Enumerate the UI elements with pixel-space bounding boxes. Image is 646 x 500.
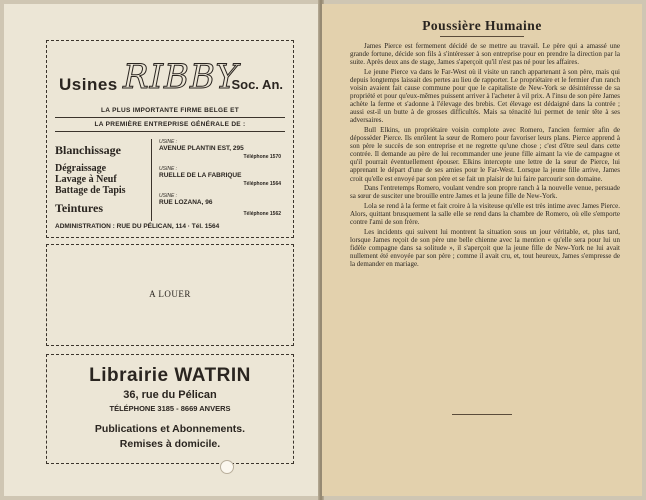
a-louer-text: A LOUER bbox=[149, 289, 191, 299]
usine-phone-2: Téléphone 1564 bbox=[243, 181, 281, 187]
article-body bbox=[350, 42, 620, 270]
usine-address-1: AVENUE PLANTIN EST, 295 bbox=[159, 145, 244, 152]
usine-address-2: RUELLE DE LA FABRIQUE bbox=[159, 172, 242, 179]
watrin-phone: TÉLÉPHONE 3185 - 8669 ANVERS bbox=[109, 404, 231, 413]
administration-line: ADMINISTRATION : RUE DU PÉLICAN, 114 · Tél. 1564 bbox=[55, 223, 220, 230]
usine-label-1: USINE : bbox=[159, 139, 178, 145]
usines-label: Usines bbox=[59, 75, 118, 94]
service-degraissage: Dégraissage bbox=[55, 163, 107, 174]
usine-address-3: RUE LOZANA, 96 bbox=[159, 199, 213, 206]
paragraph: Dans l'entretemps Romero, voulant vendre son propre ranch à la nouvelle venue, persuade sa sœur de susciter une brouille entre James et la jeune fille de New-York. bbox=[350, 184, 620, 201]
watrin-advertisement bbox=[46, 354, 294, 464]
paragraph: James Pierce est fermement décidé de se mettre au travail. Le père qui a amassé une grande fortune, décide son fils à s'intéresser à son entreprise pour en prendre la direction par la suite. Après deux ans de stage, James s'aperçoit qu'il n'est pas né pour les affaires. bbox=[350, 42, 620, 67]
article-title: Poussière Humaine bbox=[422, 18, 542, 33]
paragraph: Bull Elkins, un propriétaire voisin complote avec Romero, l'ancien fermier afin de déposséder Pierce. Ils enrôlent la sœur de Romero pour favoriser leurs plans. Pierce apprend à son père le succès de son entreprise et ne regrette qu'une chose ; c'est d'être seul dans cette contrée. Il demande au père de lui recommander une jeune fille aimant la vie de campagne et qu'il pourrait éventuellement épouser. Elkins intercepte une lettre de la sœur de Pierce, lui apprenant le départ d'une de ses amies pour le Far-West. Lorsque la jeune fille arrive, James croit qu'elle est envoyé par son père et se fait un plaisir de lui faire parcourir son domaine. bbox=[350, 125, 620, 183]
divider bbox=[55, 117, 285, 118]
watrin-address: 36, rue du Pélican bbox=[123, 389, 217, 401]
usine-phone-1: Téléphone 1570 bbox=[243, 154, 281, 160]
ribby-logo: RIBBY bbox=[123, 57, 239, 97]
watrin-line-2: Remises à domicile. bbox=[119, 438, 221, 450]
watrin-line-1: Publications et Abonnements. bbox=[94, 423, 246, 435]
usine-label-3: USINE : bbox=[159, 193, 178, 199]
column-divider bbox=[151, 139, 152, 221]
ribby-advertisement bbox=[46, 40, 294, 238]
paragraph: Lola se rend à la ferme et fait croire à la visiteuse qu'elle est très intime avec James Pierce. Alors, quittant brusquement la salle elle se rend dans la chambre de Romero, où elle s'emporte contre l'ami de son frère. bbox=[350, 201, 620, 226]
service-teintures: Teintures bbox=[55, 201, 104, 215]
tagline-2: LA PREMIÈRE ENTREPRISE GÉNÉRALE DE : bbox=[94, 121, 246, 128]
usine-label-2: USINE : bbox=[159, 166, 178, 172]
service-blanchissage: Blanchissage bbox=[55, 143, 122, 157]
watrin-name: Librairie WATRIN bbox=[89, 365, 251, 386]
divider bbox=[55, 131, 285, 132]
usine-phone-3: Téléphone 1562 bbox=[243, 211, 281, 217]
soc-label: Soc. An. bbox=[231, 77, 283, 92]
title-rule bbox=[440, 36, 524, 37]
service-lavage: Lavage à Neuf bbox=[55, 174, 117, 185]
tagline-1: LA PLUS IMPORTANTE FIRME BELGE ET bbox=[100, 107, 240, 114]
right-page bbox=[322, 4, 642, 496]
paragraph: Les incidents qui suivent lui montrent la situation sous un jour véritable, et, plus tard, lorsque James reçoit de son père une belle chienne avec la mention « qu'elle sera pour lui un fidèle compagne dans sa solitude », il s'aperçoit que la jeune fille de New-York ne lui avait nullement été envoyée par son père ; comme il avait cru, et, tout heureux, James s'empresse de la demander en mariage. bbox=[350, 227, 620, 268]
end-rule bbox=[452, 414, 512, 415]
service-battage: Battage de Tapis bbox=[55, 185, 126, 196]
left-page bbox=[4, 4, 319, 496]
ribby-header bbox=[47, 55, 293, 103]
paragraph: Le jeune Pierce va dans le Far-West où il visite un ranch appartenant à son père, mais qui depuis longtemps laissait des pertes au lieu de rapporter. Le propriétaire et le fermier d'un ranch voisin avaient fait cause commune pour que le capitaliste de New-York se désintéresse de sa propriété et pour qu'eux-mêmes puissent arriver à l'acheter à vil prix. A l'insu de son père James achète la ferme et s'adonne à l'élevage des brebis. Cet élevage est dédaigné dans la contrée ; aussi est-il un butte à de grosses difficultés. Mais sa ténacité lui permet de tenir tête à ses adversaires. bbox=[350, 67, 620, 125]
louer-box bbox=[46, 244, 294, 346]
punch-hole bbox=[220, 460, 234, 474]
